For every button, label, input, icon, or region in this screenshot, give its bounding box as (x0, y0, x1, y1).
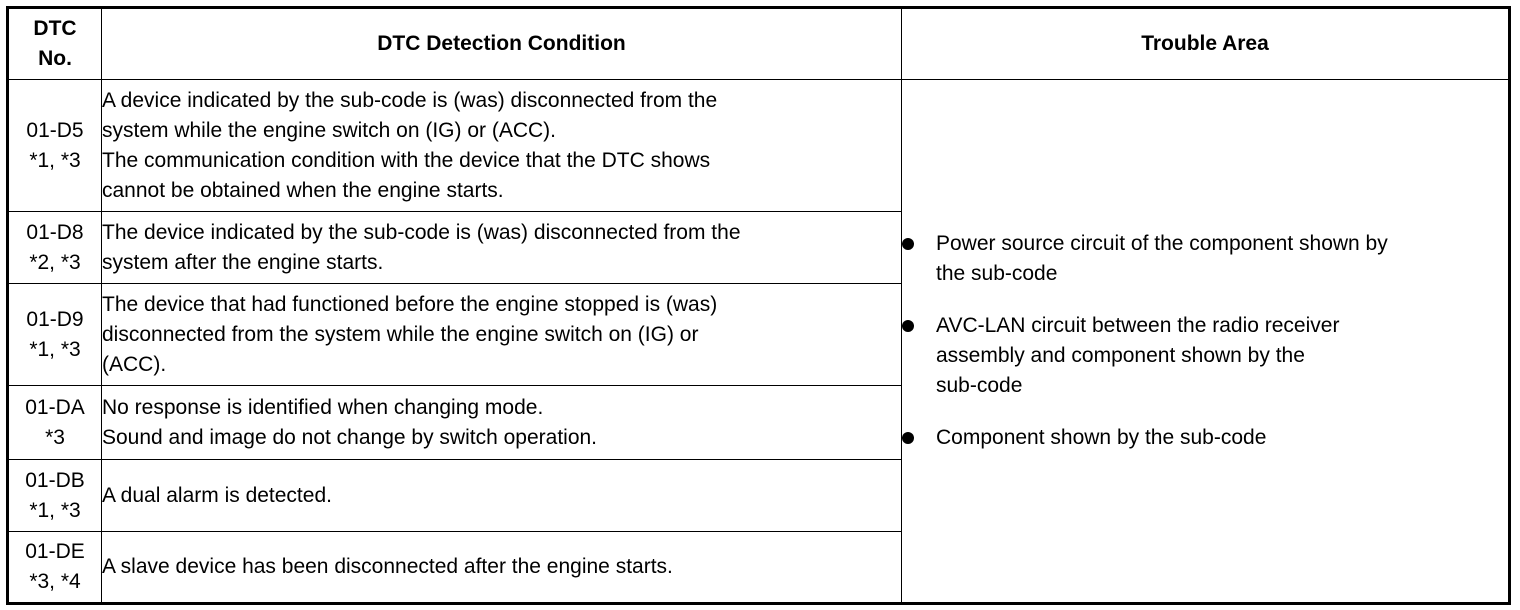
dtc-code-cell (8, 386, 102, 460)
condition-cell (102, 212, 902, 284)
condition-line: (ACC). (102, 352, 167, 376)
dtc-code-cell (8, 80, 102, 212)
header-row (8, 8, 1510, 80)
dtc-code-cell (8, 532, 102, 604)
dtc-code: 01-DB (25, 468, 85, 492)
dtc-code-note: *3, *4 (29, 570, 81, 593)
dtc-code-note: *1, *3 (29, 148, 81, 172)
bullet-icon (902, 320, 914, 332)
condition-cell (102, 386, 902, 460)
condition-line: The communication condition with the device that the DTC shows (102, 148, 711, 172)
dtc-code-note: *2, *3 (29, 250, 81, 274)
dtc-code: 01-D5 (26, 118, 84, 142)
trouble-area-item (902, 311, 1508, 401)
header-condition: DTC Detection Condition (102, 8, 902, 80)
bullet-icon (902, 238, 914, 250)
header-dtc-no-line: No. (38, 47, 72, 70)
dtc-code: 01-DE (25, 540, 85, 563)
condition-line: Sound and image do not change by switch operation. (102, 425, 598, 449)
dtc-code-cell (8, 284, 102, 386)
condition-line: system after the engine starts. (102, 250, 384, 274)
header-dtc-no (8, 8, 102, 80)
condition-cell (102, 80, 902, 212)
trouble-area-line: Component shown by the sub-code (936, 426, 1267, 449)
trouble-area-item (902, 423, 1508, 453)
condition-line: A device indicated by the sub-code is (was) disconnected from the (102, 88, 718, 112)
header-trouble-area: Trouble Area (902, 8, 1510, 80)
dtc-code: 01-D8 (26, 220, 84, 244)
trouble-area-line: Power source circuit of the component shown by (936, 232, 1388, 255)
condition-line: The device indicated by the sub-code is (was) disconnected from the (102, 220, 741, 244)
trouble-area-list (902, 229, 1508, 453)
dtc-code: 01-DA (25, 395, 85, 419)
condition-cell (102, 460, 902, 532)
trouble-area-cell (902, 80, 1510, 604)
dtc-code-cell (8, 212, 102, 284)
condition-line: The device that had functioned before the engine stopped is (was) (102, 292, 718, 316)
condition-line: A slave device has been disconnected after the engine starts. (102, 555, 673, 578)
condition-cell (102, 284, 902, 386)
dtc-code-note: *3 (45, 425, 65, 449)
condition-line: No response is identified when changing mode. (102, 395, 544, 419)
header-dtc-no-line: DTC (33, 17, 77, 40)
dtc-code-note: *1, *3 (29, 337, 81, 361)
trouble-area-line: the sub-code (936, 262, 1058, 285)
trouble-area-line: assembly and component shown by the (936, 344, 1305, 367)
trouble-area-item (902, 229, 1508, 289)
trouble-area-line: AVC-LAN circuit between the radio receiver (936, 314, 1340, 337)
bullet-icon (902, 432, 914, 444)
dtc-code: 01-D9 (26, 307, 84, 331)
condition-line: A dual alarm is detected. (102, 483, 332, 507)
condition-line: cannot be obtained when the engine starts. (102, 178, 504, 202)
table-row (8, 80, 1510, 212)
dtc-table (6, 6, 1511, 605)
condition-line: disconnected from the system while the engine switch on (IG) or (102, 322, 699, 346)
condition-cell (102, 532, 902, 604)
condition-line: system while the engine switch on (IG) or (ACC). (102, 118, 556, 142)
trouble-area-line: sub-code (936, 374, 1023, 397)
dtc-table-container (6, 6, 1511, 605)
dtc-code-note: *1, *3 (29, 498, 81, 522)
dtc-code-cell (8, 460, 102, 532)
